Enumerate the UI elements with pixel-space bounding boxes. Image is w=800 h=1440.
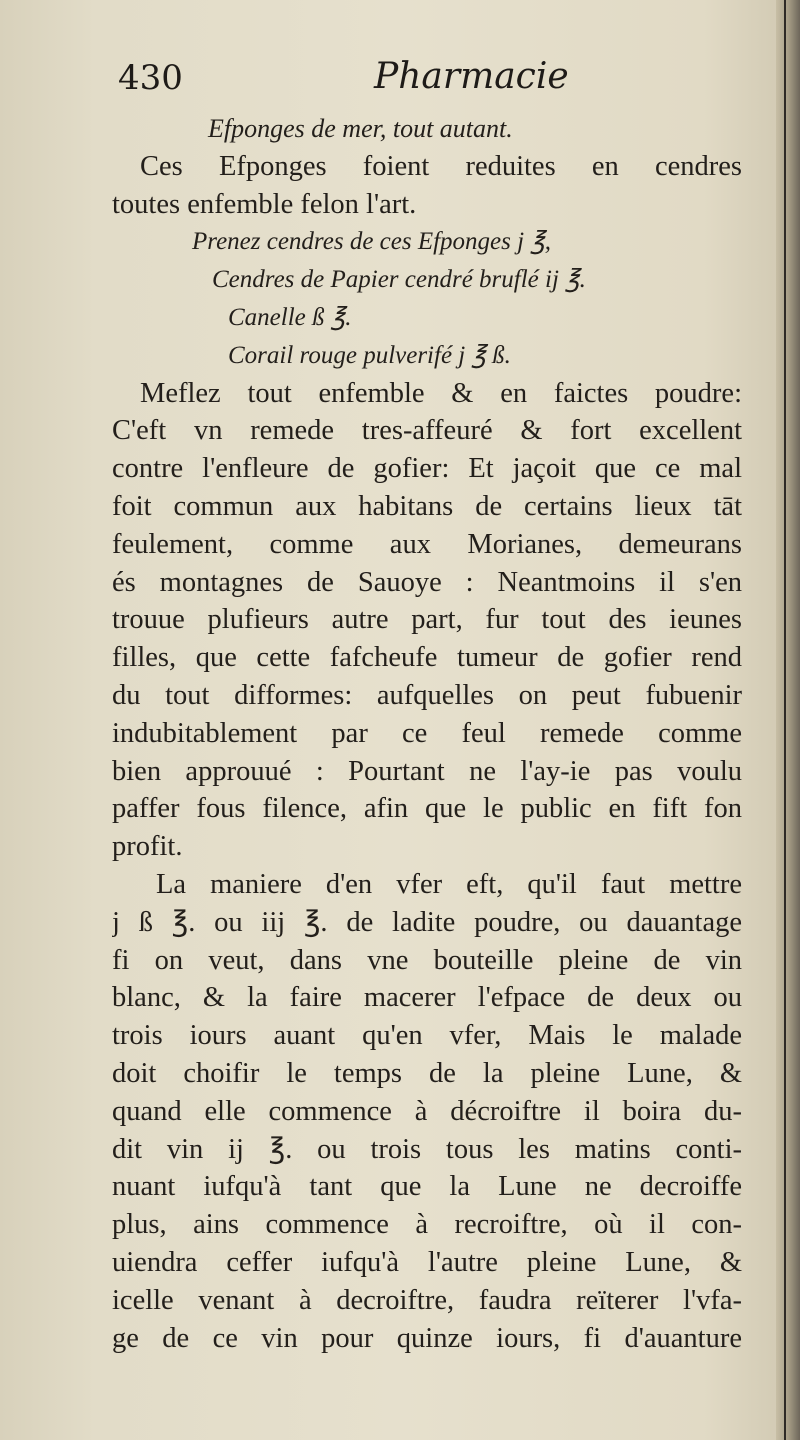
book-binding-edge bbox=[776, 0, 800, 1440]
text-line: profit. bbox=[112, 831, 183, 863]
text-line: quand elle commence à décroiftre il boira du- bbox=[112, 1095, 742, 1127]
text-line: plus, ains commence à recroiftre, où il con- bbox=[112, 1209, 742, 1241]
body-text bbox=[112, 110, 742, 1357]
text-line: contre l'enfleure de gofier: Et jaçoit que ce mal bbox=[112, 453, 742, 485]
text-line: fi on veut, dans vne bouteille pleine de vin bbox=[112, 944, 742, 976]
text-line: bien approuué : Pourtant ne l'ay-ie pas voulu bbox=[112, 755, 742, 787]
text-line: filles, que cette fafcheufe tumeur de gofier rend bbox=[112, 642, 742, 674]
text-line: Canelle ß ℥. bbox=[228, 303, 352, 331]
text-line: nuant iufqu'à tant que la Lune ne decroiffe bbox=[112, 1171, 742, 1203]
text-line: Cendres de Papier cendré bruflé ij ℥. bbox=[212, 266, 586, 294]
text-line: La maniere d'en vfer eft, qu'il faut mettre bbox=[156, 868, 742, 900]
text-line: Efponges de mer, tout autant. bbox=[208, 114, 513, 143]
text-line: feulement, comme aux Morianes, demeurans bbox=[112, 528, 742, 560]
text-line: trois iours auant qu'en vfer, Mais le malade bbox=[112, 1020, 742, 1052]
text-line: toutes enfemble felon l'art. bbox=[112, 188, 417, 220]
text-line: indubitablement par ce feul remede comme bbox=[112, 717, 742, 749]
text-line: uiendra ceffer iufqu'à l'autre pleine Lune, & bbox=[112, 1246, 742, 1278]
text-line: Meflez tout enfemble & en faictes poudre: bbox=[140, 377, 742, 409]
text-line: du tout difformes: aufquelles on peut fubuenir bbox=[112, 679, 742, 711]
text-line: Prenez cendres de ces Efponges j ℥, bbox=[192, 228, 552, 256]
text-line: j ß ℥. ou iij ℥. de ladite poudre, ou dauantage bbox=[112, 906, 742, 938]
text-line: paffer fous filence, afin que le public en fift fon bbox=[112, 793, 742, 825]
text-line: doit choifir le temps de la pleine Lune, & bbox=[112, 1057, 742, 1089]
text-line: Corail rouge pulverifé j ℥ ß. bbox=[228, 341, 511, 369]
text-line: icelle venant à decroiftre, faudra reïterer l'vfa- bbox=[112, 1284, 742, 1316]
binding-shadow-line bbox=[784, 0, 786, 1440]
text-line: ge de ce vin pour quinze iours, fi d'auanture bbox=[112, 1322, 742, 1354]
running-head: Pharmacie bbox=[374, 56, 569, 97]
text-line: trouue plufieurs autre part, fur tout des ieunes bbox=[112, 604, 742, 636]
text-line: dit vin ij ℥. ou trois tous les matins conti- bbox=[112, 1133, 742, 1165]
text-line: foit commun aux habitans de certains lieux tāt bbox=[112, 490, 742, 522]
text-line: blanc, & la faire macerer l'efpace de deux ou bbox=[112, 982, 742, 1014]
page-header bbox=[118, 58, 678, 98]
text-line: és montagnes de Sauoye : Neantmoins il s'en bbox=[112, 566, 742, 598]
page-number: 430 bbox=[118, 58, 183, 98]
text-line: C'eft vn remede tres-affeuré & fort excellent bbox=[112, 415, 742, 447]
text-line: Ces Efponges foient reduites en cendres bbox=[140, 150, 742, 182]
